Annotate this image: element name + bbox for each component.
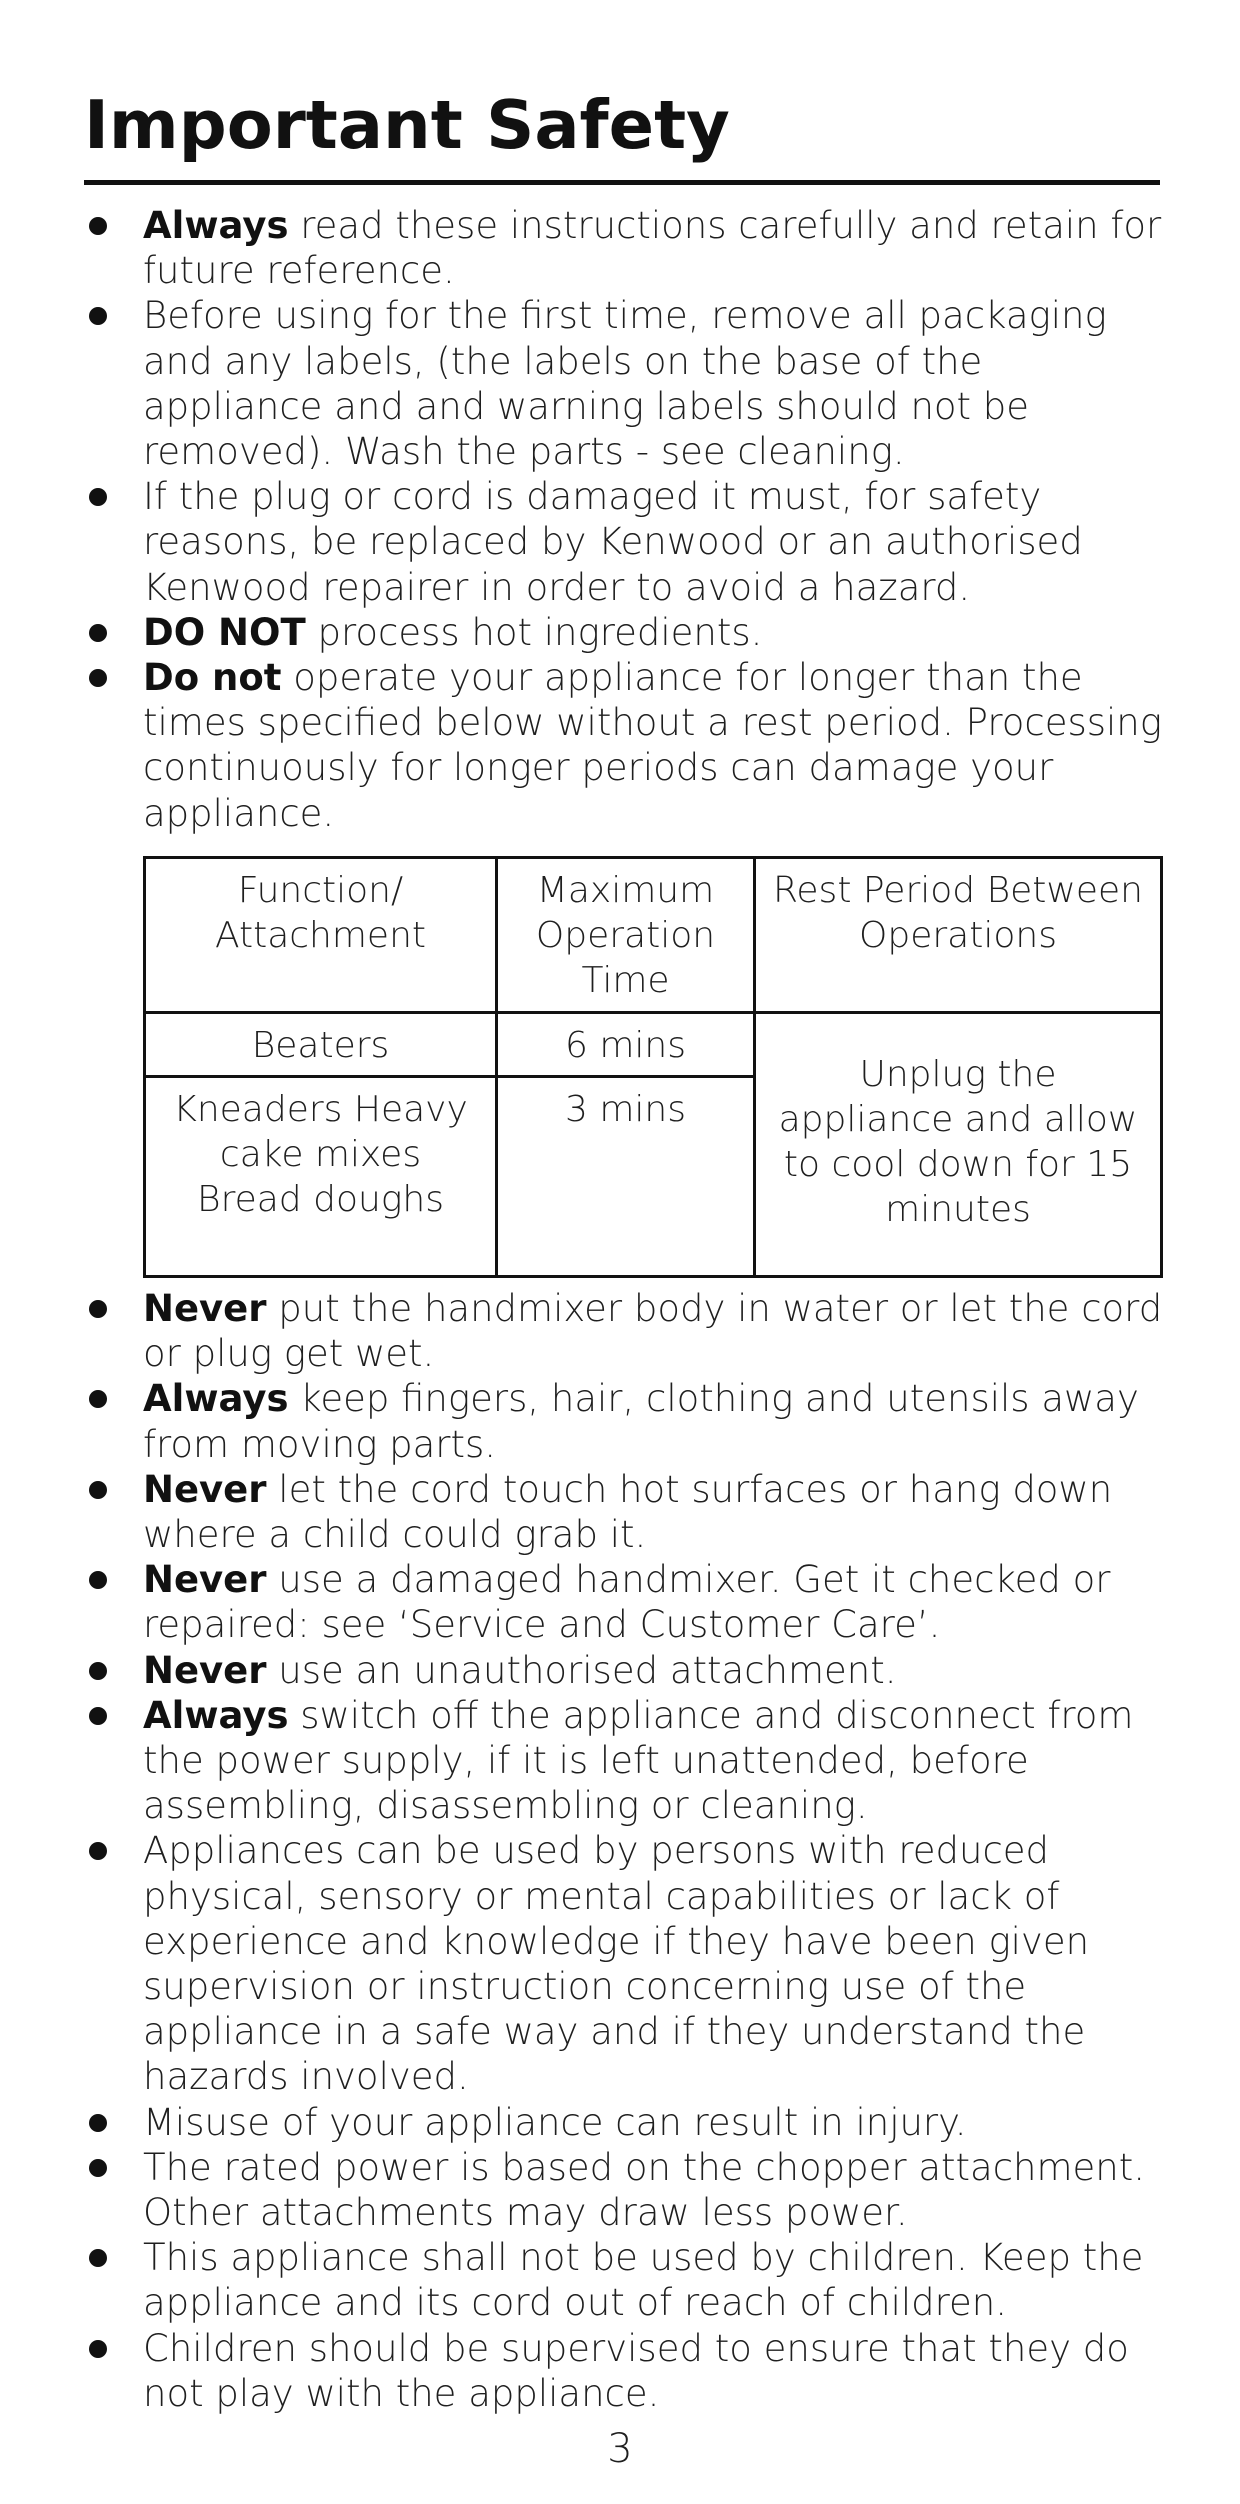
bullet-icon (89, 2249, 107, 2267)
item-text: switch off the appliance and disconnect from the power supply, if it is left unattended, before assembling, disassembling or cleaning. (143, 1693, 1134, 1828)
emphasis: Never (143, 1648, 267, 1692)
title-underline (84, 180, 1160, 185)
page-title: Important Safety (84, 86, 730, 164)
safety-item (84, 1693, 1164, 1829)
bullet-icon (89, 1842, 107, 1860)
bullet-icon (89, 1481, 107, 1499)
item-text: Appliances can be used by persons with reduced physical, sensory or mental capabilities or lack of experience and knowledge if they have been given supervision or instruction concerning use of the appliance in a safe way and if they understand the hazards involved. (143, 1829, 1090, 2099)
emphasis: DO NOT (143, 610, 306, 654)
cell-time: 3 mins (497, 1077, 755, 1277)
bullet-icon (89, 307, 107, 325)
header-function: Function/ Attachment (145, 858, 497, 1013)
emphasis: Always (143, 1693, 289, 1737)
item-text: use an unauthorised attachment. (266, 1648, 897, 1692)
bullet-icon (89, 2114, 107, 2132)
bullet-icon (89, 1707, 107, 1725)
safety-list-bottom (84, 1286, 1164, 2416)
emphasis: Never (143, 1558, 267, 1602)
safety-item (84, 1828, 1164, 2099)
bullet-icon (89, 217, 107, 235)
safety-item (84, 2100, 1164, 2145)
emphasis: Never (143, 1287, 267, 1330)
bullet-icon (89, 669, 107, 687)
emphasis: Never (143, 1467, 267, 1511)
bullet-icon (89, 1571, 107, 1589)
cell-time: 6 mins (497, 1013, 755, 1077)
item-text: keep fingers, hair, clothing and utensils away from moving parts. (143, 1377, 1139, 1466)
item-text: operate your appliance for longer than the times specified below without a rest period. Processing continuously for longer periods can damage your appliance. (143, 656, 1162, 835)
item-text: Misuse of your appliance can result in injury. (143, 2100, 967, 2144)
safety-item (84, 1286, 1164, 1376)
item-text: Before using for the first time, remove all packaging and any labels, (the labels on the base of the appliance and and warning labels should not be removed). Wash the parts - see cleaning. (143, 294, 1107, 474)
safety-item (84, 293, 1164, 474)
item-text: Children should be supervised to ensure that they do not play with the appliance. (143, 2326, 1129, 2415)
table-header-row (145, 858, 1162, 1013)
bullet-icon (89, 1300, 107, 1318)
item-text: This appliance shall not be used by children. Keep the appliance and its cord out of reach of children. (143, 2236, 1144, 2325)
header-max-time: Maximum Operation Time (497, 858, 755, 1013)
bullet-icon (89, 1662, 107, 1680)
safety-item (84, 1557, 1164, 1647)
safety-item (84, 1648, 1164, 1693)
table-row (145, 1013, 1162, 1077)
page-number: 3 (607, 2426, 633, 2472)
operation-times-table (143, 856, 1163, 1278)
safety-item (84, 474, 1164, 610)
safety-item (84, 655, 1164, 836)
cell-function: Kneaders Heavy cake mixes Bread doughs (145, 1077, 497, 1277)
safety-item (84, 2235, 1164, 2325)
emphasis: Always (143, 1377, 289, 1421)
item-text: read these instructions carefully and retain for future reference. (143, 204, 1162, 293)
item-text: The rated power is based on the chopper attachment. Other attachments may draw less power. (143, 2145, 1146, 2235)
safety-list-top (84, 203, 1164, 836)
safety-item (84, 2145, 1164, 2235)
cell-rest-period: Unplug the appliance and allow to cool down for 15 minutes (755, 1013, 1162, 1277)
item-text: use a damaged handmixer. Get it checked or repaired: see ‘Service and Customer Care’. (143, 1558, 1111, 1647)
safety-item (84, 1376, 1164, 1466)
safety-item (84, 1467, 1164, 1557)
bullet-icon (89, 488, 107, 506)
item-text: process hot ingredients. (305, 610, 763, 654)
emphasis: Always (143, 204, 289, 247)
bullet-icon (89, 1390, 107, 1408)
bullet-icon (89, 624, 107, 642)
header-rest-period: Rest Period Between Operations (755, 858, 1162, 1013)
safety-item (84, 203, 1164, 293)
item-text: put the handmixer body in water or let the cord or plug get wet. (143, 1287, 1163, 1376)
item-text: let the cord touch hot surfaces or hang down where a child could grab it. (143, 1467, 1113, 1557)
cell-function: Beaters (145, 1013, 497, 1077)
bullet-icon (89, 2340, 107, 2358)
safety-item (84, 2326, 1164, 2416)
emphasis: Do not (143, 656, 282, 700)
bullet-icon (89, 2159, 107, 2177)
safety-item (84, 610, 1164, 655)
item-text: If the plug or cord is damaged it must, for safety reasons, be replaced by Kenwood or an authorised Kenwood repairer in order to avoid a hazard. (143, 475, 1083, 609)
